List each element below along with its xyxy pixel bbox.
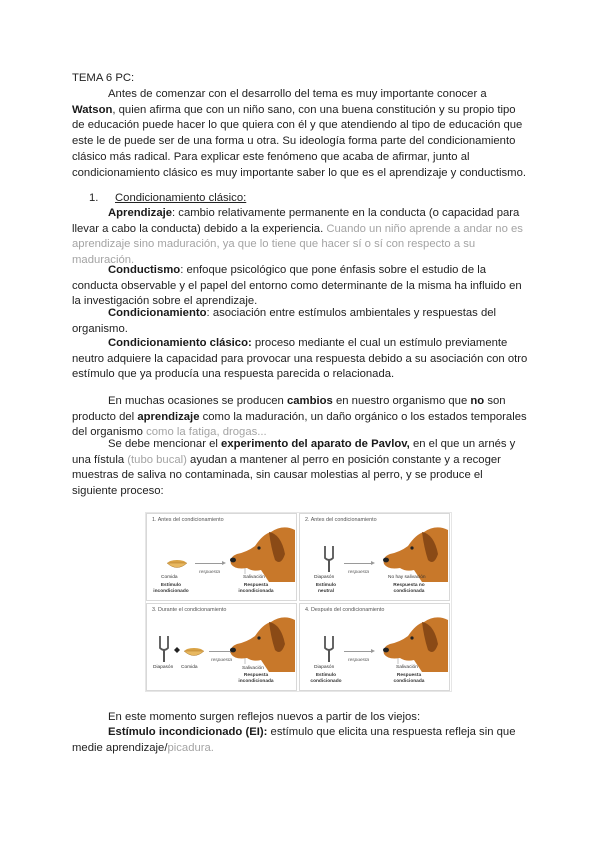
- tuning-fork-icon: [322, 636, 336, 662]
- stimulus-label: Diapasón: [314, 665, 335, 670]
- intro-paragraph: Antes de comenzar con el desarrollo del tema es muy importante conocer a Watson, quien afirma que con un niño sano, con una buena constitución y su propio tipo de educación puede hacer lo que quiera con él y que atendiendo al tipo de educación que este le de puede ser de una forma u otra. Su ideología forma parte del condicionamiento clásico más radical. Para explicar este fenómeno que acaba de afirmar, junto al condicionamiento clásico es muy importante saber lo que es el aprendizaje y conductismo.: [72, 88, 526, 179]
- arrow: [195, 563, 223, 564]
- def-estimulo-incondicionado: Estímulo incondicionado (EI): estímulo que elicita una respuesta refleja sin que medie aprendizaje/picadura.: [72, 726, 516, 754]
- response-label: Salivación: [396, 665, 418, 670]
- panel-after: [299, 603, 450, 691]
- arrow-label: respuesta: [211, 658, 233, 663]
- dog-icon: [378, 524, 448, 582]
- stimulus-type: Estímulo condicionado: [310, 673, 342, 684]
- section-title: Condicionamiento clásico:: [115, 192, 247, 204]
- response-label: No hay salivación: [388, 575, 426, 580]
- response-type: Respuesta no condicionada: [393, 583, 425, 594]
- tuning-fork-icon: [322, 546, 336, 572]
- response-type: Respuesta incondicionada: [238, 673, 274, 684]
- pavlov-paragraph: Se debe mencionar el experimento del aparato de Pavlov, en el que un arnés y una fístula (tubo bucal) ayudan a mantener al perro en posición constante y a recoger muestras de saliva no contaminada, sin causar molestias al perro, y se produce el siguiente proceso:: [72, 438, 516, 498]
- pavlov-diagram: [145, 512, 452, 692]
- section-number: 1.: [89, 192, 99, 204]
- plus-icon: [174, 647, 180, 653]
- section-heading: [72, 191, 530, 207]
- cambios-paragraph: En muchas ocasiones se producen cambios en nuestro organismo que no son producto del aprendizaje como la maduración, un daño orgánico o los estados temporales del organismo como la fatiga, drogas...: [72, 395, 527, 439]
- panel-title: 4. Después del condicionamiento: [305, 607, 385, 613]
- panel3-response-label: Salivación: [242, 666, 264, 671]
- def-conductismo: Conductismo: enfoque psicológico que pone énfasis sobre el estudio de la conducta observable y el papel del entorno como determinante de la misma ha influido en la investigación sobre el aprendizaje.: [72, 264, 522, 308]
- stimulus-label-2: Comida: [181, 665, 198, 670]
- tuning-fork-icon: [157, 636, 171, 662]
- dog-icon: [225, 614, 295, 672]
- arrow: [344, 563, 372, 564]
- reflejos-paragraph: En este momento surgen reflejos nuevos a partir de los viejos:: [108, 711, 421, 723]
- stimulus-type: Estímulo incondicionado: [153, 583, 189, 594]
- stimulus-label: Comida: [161, 575, 178, 580]
- arrow-label: respuesta: [199, 570, 221, 575]
- food-bowl-icon: [182, 646, 206, 658]
- panel-title: 3. Durante el condicionamiento: [152, 607, 227, 613]
- panel-during: [146, 603, 297, 691]
- def-aprendizaje: Aprendizaje: cambio relativamente permanente en la conducta (o capacidad para llevar a cabo la conducta) debido a la experiencia. Cuando un niño aprende a andar no es aprendizaje sino maduración, ya que lo tiene que hacer sí o sí con respecto a su maduración.: [72, 207, 523, 267]
- def-condicionamiento: Condicionamiento: asociación entre estímulos ambientales y respuestas del organismo.: [72, 307, 497, 335]
- arrow-label: respuesta: [348, 570, 370, 575]
- stimulus-label: Diapasón: [314, 575, 335, 580]
- dog-icon: [225, 524, 295, 582]
- stimulus-label: Diapasón: [153, 665, 174, 670]
- stimulus-type: Estímulo neutral: [315, 583, 337, 594]
- response-type: Respuesta incondicionada: [238, 583, 274, 594]
- dog-icon: [378, 614, 448, 672]
- response-type: Respuesta condicionada: [393, 673, 425, 684]
- food-bowl-icon: [165, 558, 189, 570]
- panel-title: 1. Antes del condicionamiento: [152, 517, 224, 523]
- response-label: Salivación: [243, 575, 265, 580]
- panel-title: 2. Antes del condicionamiento: [305, 517, 377, 523]
- panel-before-2: [299, 513, 450, 601]
- def-condicionamiento-clasico: Condicionamiento clásico: proceso mediante el cual un estímulo previamente neutro adquiere la capacidad para provocar una respuesta debido a su asociación con otro estímulo que ya producía una respuesta parecida o relacionada.: [72, 337, 528, 381]
- panel-before-1: [146, 513, 297, 601]
- doc-title: TEMA 6 PC:: [72, 72, 135, 84]
- arrow-label: respuesta: [348, 658, 370, 663]
- arrow: [344, 651, 372, 652]
